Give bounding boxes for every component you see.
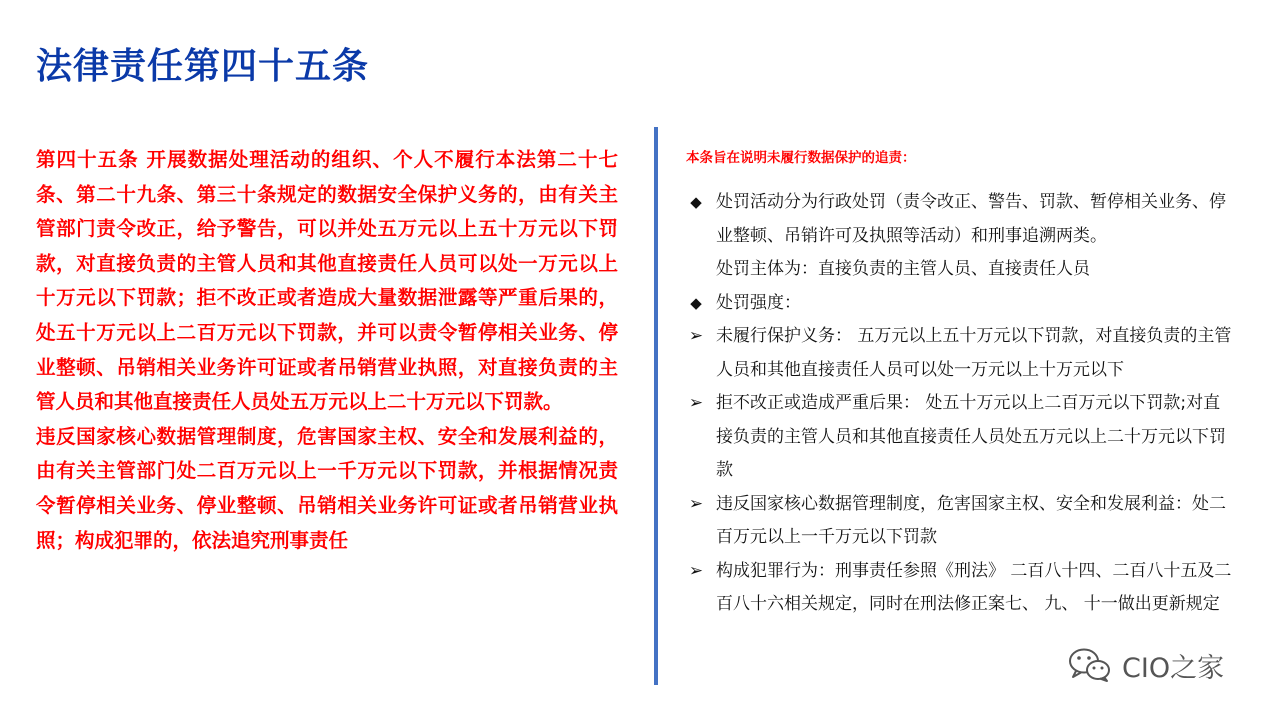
arrow-bullet-icon: ➢ [688,560,704,581]
article-paragraph: 违反国家核心数据管理制度，危害国家主权、安全和发展利益的，由有关主管部门处二百万元以上一千万元以下罚款，并根据情况责令暂停相关业务、停业整顿、吊销相关业务许可证或者吊销营业执照；构成犯罪的，依法追究刑事责任 [36,424,618,552]
page-title: 法律责任第四十五条 [36,46,370,87]
arrow-bullet-icon: ➢ [688,493,704,514]
vertical-divider [654,127,658,685]
article-paragraph: 第四十五条 开展数据处理活动的组织、个人不履行本法第二十七条、第二十九条、第三十条规定的数据安全保护义务的，由有关主管部门责令改正，给予警告，可以并处五万元以上五十万元以下罚款，对直接负责的主管人员和其他直接责任人员可以处一万元以上十万元以下罚款；拒不改正或者造成大量数据泄露等严重后果的，处五十万元以上二百万元以下罚款，并可以责令暂停相关业务、停业整顿、吊销相关业务许可证或者吊销营业执照，对直接负责的主管人员和其他直接责任人员处五万元以上二十万元以下罚款。 [36,148,618,414]
list-item [684,186,1236,287]
arrow-bullet-icon: ➢ [688,393,704,413]
explanation-panel [684,146,1236,622]
list-item-text: 处罚强度： [716,292,801,313]
explanation-heading: 本条旨在说明未履行数据保护的追责： [686,150,916,166]
diamond-bullet-icon: ◆ [690,193,702,211]
list-item-text: 违反国家核心数据管理制度，危害国家主权、安全和发展利益：处二百万元以上一千万元以下罚款 [716,493,1226,547]
article-text-panel [36,143,618,558]
logo-text: CIO之家 [1122,652,1225,684]
list-item-text: 拒不改正或造成严重后果： 处五十万元以上二百万元以下罚款;对直接负责的主管人员和其他直接责任人员处五万元以上二十万元以下罚款 [716,393,1226,480]
list-item-text: 构成犯罪行为：刑事责任参照《刑法》 二百八十四、二百八十五及二百八十六相关规定，同时在刑法修正案七、 九、 十一做出更新规定 [716,560,1232,614]
list-item [684,488,1236,555]
list-item-text: 未履行保护义务： 五万元以上五十万元以下罚款，对直接负责的主管人员和其他直接责任人员可以处一万元以上十万元以下 [716,326,1232,380]
diamond-bullet-icon: ◆ [690,293,702,312]
arrow-bullet-icon: ➢ [688,326,704,346]
wechat-icon [1068,647,1112,683]
list-item [684,555,1236,622]
list-item [684,387,1236,488]
list-item [684,287,1236,321]
cio-home-logo [1068,645,1224,685]
list-item [684,320,1236,387]
list-item-subtext: 处罚主体为：直接负责的主管人员、直接责任人员 [716,259,1090,279]
list-item-text: 处罚活动分为行政处罚（责令改正、警告、罚款、暂停相关业务、停业整顿、吊销许可及执照等活动）和刑事追溯两类。 [716,192,1226,246]
